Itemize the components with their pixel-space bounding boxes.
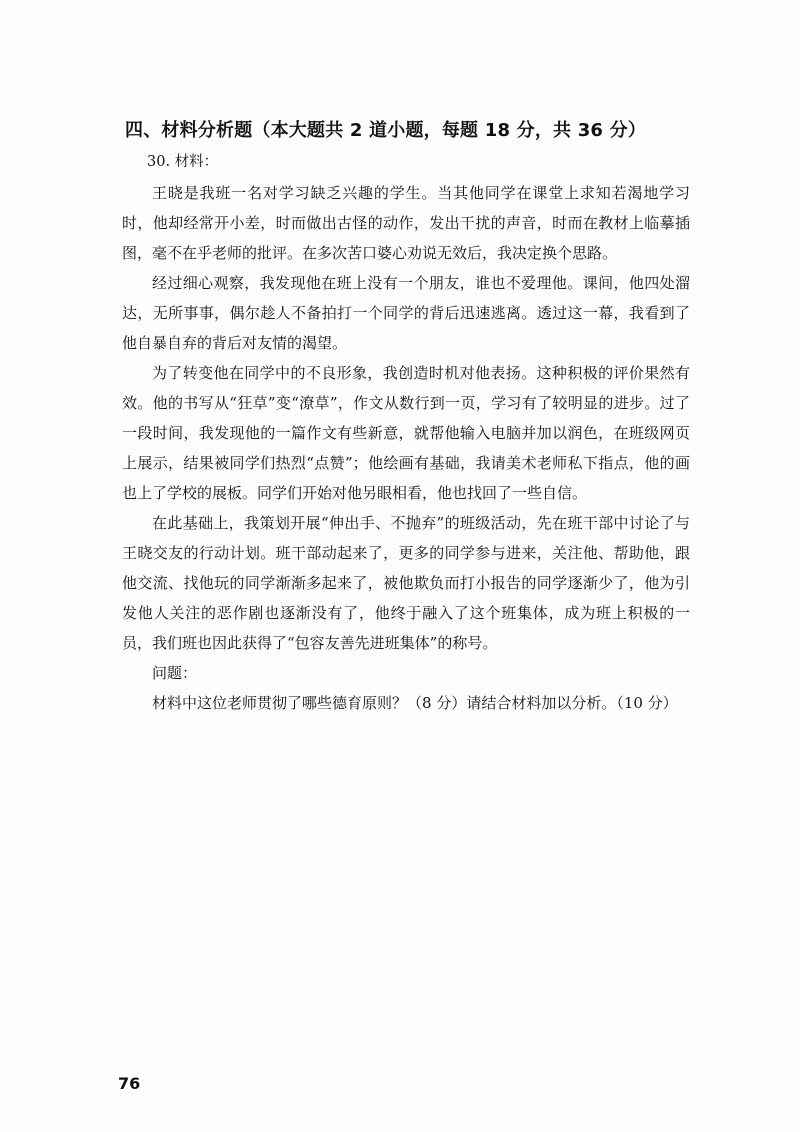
page-number: 76 [118,1074,141,1093]
question-ask-text: 材料中这位老师贯彻了哪些德育原则？（8 分）请结合材料加以分析。（10 分） [152,694,678,712]
material-paragraph-2: 经过细心观察，我发现他在班上没有一个朋友，谁也不爱理他。课间，他四处溜达，无所事事，偶尔趁人不备拍打一个同学的背后迅速逃离。透过这一幕，我看到了他自暴自弃的背后对友情的渴望。 [122,274,690,352]
exam-content [122,119,690,718]
question-ask-label: 问题： [152,664,198,682]
material-paragraph-1: 王晓是我班一名对学习缺乏兴趣的学生。当其他同学在课堂上求知若渴地学习时，他却经常开小差，时而做出古怪的动作，发出干扰的声音，时而在教材上临摹插图，毫不在乎老师的批评。在多次苦口婆心劝说无效后，我决定换个思路。 [122,184,690,262]
question-label: 30. 材料： [147,154,219,170]
material-paragraph-3: 为了转变他在同学中的不良形象，我创造时机对他表扬。这种积极的评价果然有效。他的书写从“狂草”变“潦草”，作文从数行到一页，学习有了较明显的进步。过了一段时间，我发现他的一篇作文有些新意，就帮他输入电脑并加以润色，在班级网页上展示，结果被同学们热烈“点赞”；他绘画有基础，我请美术老师私下指点，他的画也上了学校的展板。同学们开始对他另眼相看，他也找回了一些自信。 [122,364,690,502]
section-title: 四、材料分析题（本大题共 2 道小题，每题 18 分，共 36 分） [125,120,647,141]
material-paragraph-4: 在此基础上，我策划开展“伸出手、不抛弃”的班级活动，先在班干部中讨论了与王晓交友的行动计划。班干部动起来了，更多的同学参与进来，关注他、帮助他，跟他交流、找他玩的同学渐渐多起来了，被他欺负而打小报告的同学逐渐少了，他为引发他人关注的恶作剧也逐渐没有了，他终于融入了这个班集体，成为班上积极的一员，我们班也因此获得了“包容友善先进班集体”的称号。 [122,514,690,652]
